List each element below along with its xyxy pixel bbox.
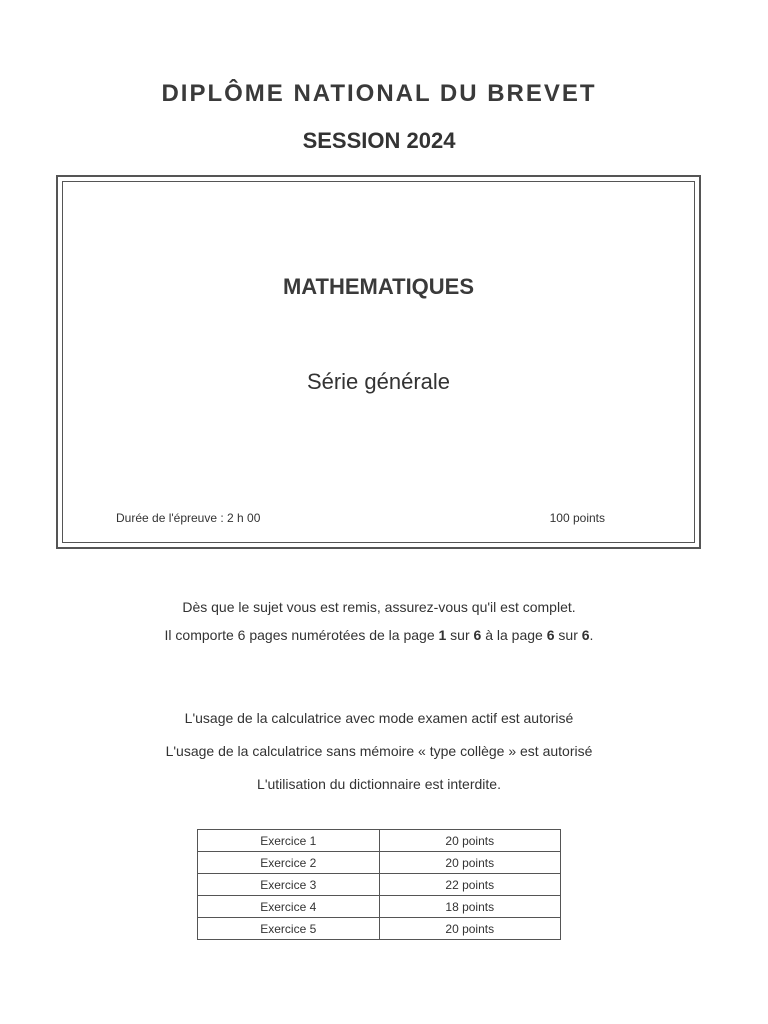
session-year: SESSION 2024 <box>302 128 456 153</box>
table-row <box>198 918 561 940</box>
exercise-points: 22 points <box>379 874 561 896</box>
exam-duration: Durée de l'épreuve : 2 h 00 <box>116 511 261 525</box>
exercise-name: Exercice 2 <box>198 852 380 874</box>
pages-text-end: . <box>589 627 594 643</box>
table-row <box>198 874 561 896</box>
pages-text-prefix: Il comporte 6 pages numérotées de la page <box>164 627 439 643</box>
exercise-name: Exercice 5 <box>198 918 380 940</box>
exercise-name: Exercice 4 <box>198 896 380 918</box>
exercise-points-table <box>197 829 561 940</box>
page-total-b: 6 <box>581 627 590 643</box>
subject-title: MATHEMATIQUES <box>282 274 475 299</box>
pages-sur-a: sur <box>446 627 474 643</box>
table-row <box>198 830 561 852</box>
pages-text-mid: à la page <box>481 627 547 643</box>
exam-title: DIPLÔME NATIONAL DU BREVET <box>161 80 597 107</box>
serie-label: Série générale <box>306 369 451 394</box>
exercise-points: 18 points <box>379 896 561 918</box>
exercise-points: 20 points <box>379 852 561 874</box>
exercise-points: 20 points <box>379 918 561 940</box>
subject-frame-inner <box>62 181 695 543</box>
page-end-number: 6 <box>546 627 555 643</box>
subject-frame <box>56 175 701 549</box>
exercise-points: 20 points <box>379 830 561 852</box>
total-points: 100 points <box>549 511 605 525</box>
instruction-line-2 <box>0 627 758 643</box>
pages-sur-b: sur <box>554 627 582 643</box>
table-row <box>198 896 561 918</box>
rule-calculator-college: L'usage de la calculatrice sans mémoire « type collège » est autorisé <box>165 743 593 759</box>
page-total-a: 6 <box>473 627 482 643</box>
rule-dictionary: L'utilisation du dictionnaire est interdite. <box>257 776 501 792</box>
rule-calculator-exam: L'usage de la calculatrice avec mode examen actif est autorisé <box>184 710 574 726</box>
exercise-name: Exercice 3 <box>198 874 380 896</box>
page-start-number: 1 <box>438 627 447 643</box>
exercise-name: Exercice 1 <box>198 830 380 852</box>
table-row <box>198 852 561 874</box>
instruction-line-1: Dès que le sujet vous est remis, assurez-vous qu'il est complet. <box>182 599 576 615</box>
